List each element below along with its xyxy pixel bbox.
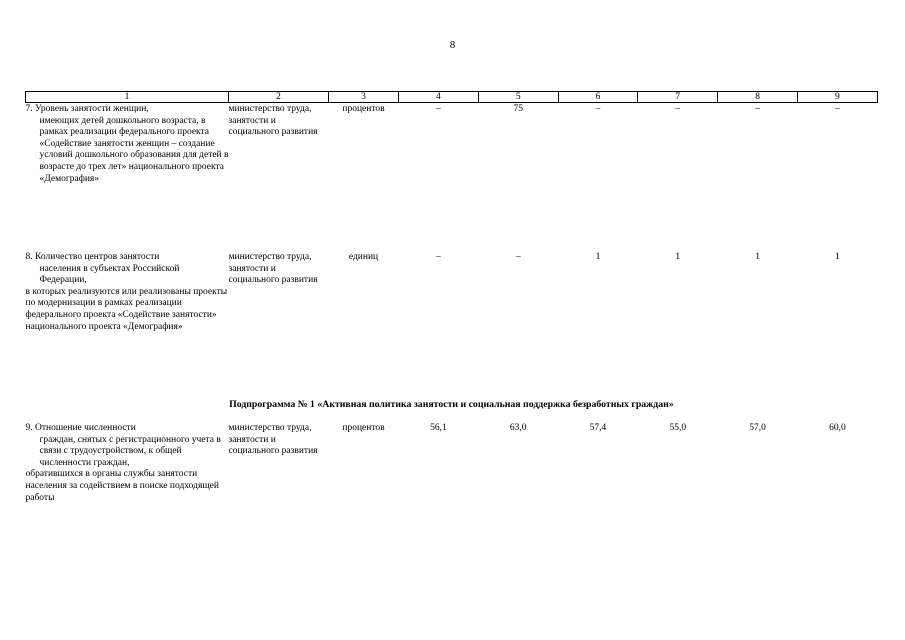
- table-row: [26, 423, 878, 504]
- indicator-name-first-line: 9. Отношение численности: [25, 423, 136, 433]
- value-cell: –: [755, 104, 760, 114]
- indicator-name: [26, 103, 229, 253]
- responsible-executor: министерство труда, занятости и социального развития: [228, 104, 318, 138]
- value-cell: 75: [513, 104, 523, 114]
- unit-of-measure: процентов: [342, 104, 385, 114]
- column-header: 5: [478, 92, 558, 103]
- indicator-name-continuation-2: в которых реализуются или реализованы проекты по модернизации в рамках реализации федерального проекта «Содействие занятости» национального проекта «Демография»: [25, 286, 228, 332]
- value-cell: –: [595, 104, 601, 114]
- subprogram-row: [26, 387, 878, 423]
- value-cell: 1: [675, 252, 681, 262]
- table-row: [26, 252, 878, 387]
- value-cell: 1: [755, 252, 760, 262]
- responsible-executor: министерство труда, занятости и социального развития: [228, 423, 318, 457]
- column-header: 1: [26, 92, 229, 103]
- indicator-name-continuation: имеющих детей дошкольного возраста, в рамках реализации федерального проекта «Содействие занятости женщин – создание условий дошкольного образования для детей в возрасте до трех лет» национального проекта «Демография»: [39, 115, 229, 184]
- column-header: 9: [797, 92, 877, 103]
- column-number-row: [26, 92, 878, 103]
- indicator-name: [26, 423, 229, 504]
- column-header: 2: [229, 92, 329, 103]
- value-cell: 55,0: [669, 423, 687, 433]
- column-header: 6: [558, 92, 638, 103]
- value-cell: –: [436, 252, 441, 262]
- unit-of-measure: процентов: [342, 423, 385, 433]
- indicator-name-continuation: граждан, снятых с регистрационного учета в связи с трудоустройством, к общей численности граждан,: [39, 434, 221, 468]
- column-header: 3: [329, 92, 399, 103]
- indicator-name-first-line: 7. Уровень занятости женщин,: [25, 104, 149, 114]
- responsible-executor: министерство труда, занятости и социального развития: [228, 252, 318, 286]
- value-cell: –: [515, 252, 521, 262]
- column-header: 7: [638, 92, 718, 103]
- indicator-name-continuation-2: обратившихся в органы службы занятости населения за содействием в поиске подходящей работы: [25, 469, 219, 503]
- indicator-name-continuation: населения в субъектах Российской Федерации,: [39, 263, 180, 286]
- indicators-table: [25, 91, 878, 504]
- page-number: 8: [449, 39, 456, 51]
- value-cell: 1: [595, 252, 601, 262]
- unit-of-measure: единиц: [348, 252, 379, 262]
- value-cell: 56,1: [430, 423, 447, 433]
- indicator-name: [26, 252, 229, 387]
- column-header: 4: [399, 92, 479, 103]
- column-header: 8: [718, 92, 798, 103]
- value-cell: –: [835, 104, 840, 114]
- table-row: [26, 103, 878, 253]
- subprogram-title: Подпрограмма № 1 «Активная политика занятости и социальная поддержка безработных граждан»: [229, 399, 674, 411]
- value-cell: 1: [835, 252, 840, 262]
- value-cell: –: [436, 104, 441, 114]
- value-cell: 57,4: [589, 423, 607, 433]
- value-cell: 57,0: [749, 423, 766, 433]
- value-cell: –: [675, 104, 681, 114]
- value-cell: 60,0: [829, 423, 846, 433]
- value-cell: 63,0: [509, 423, 527, 433]
- indicator-name-first-line: 8. Количество центров занятости: [25, 252, 160, 262]
